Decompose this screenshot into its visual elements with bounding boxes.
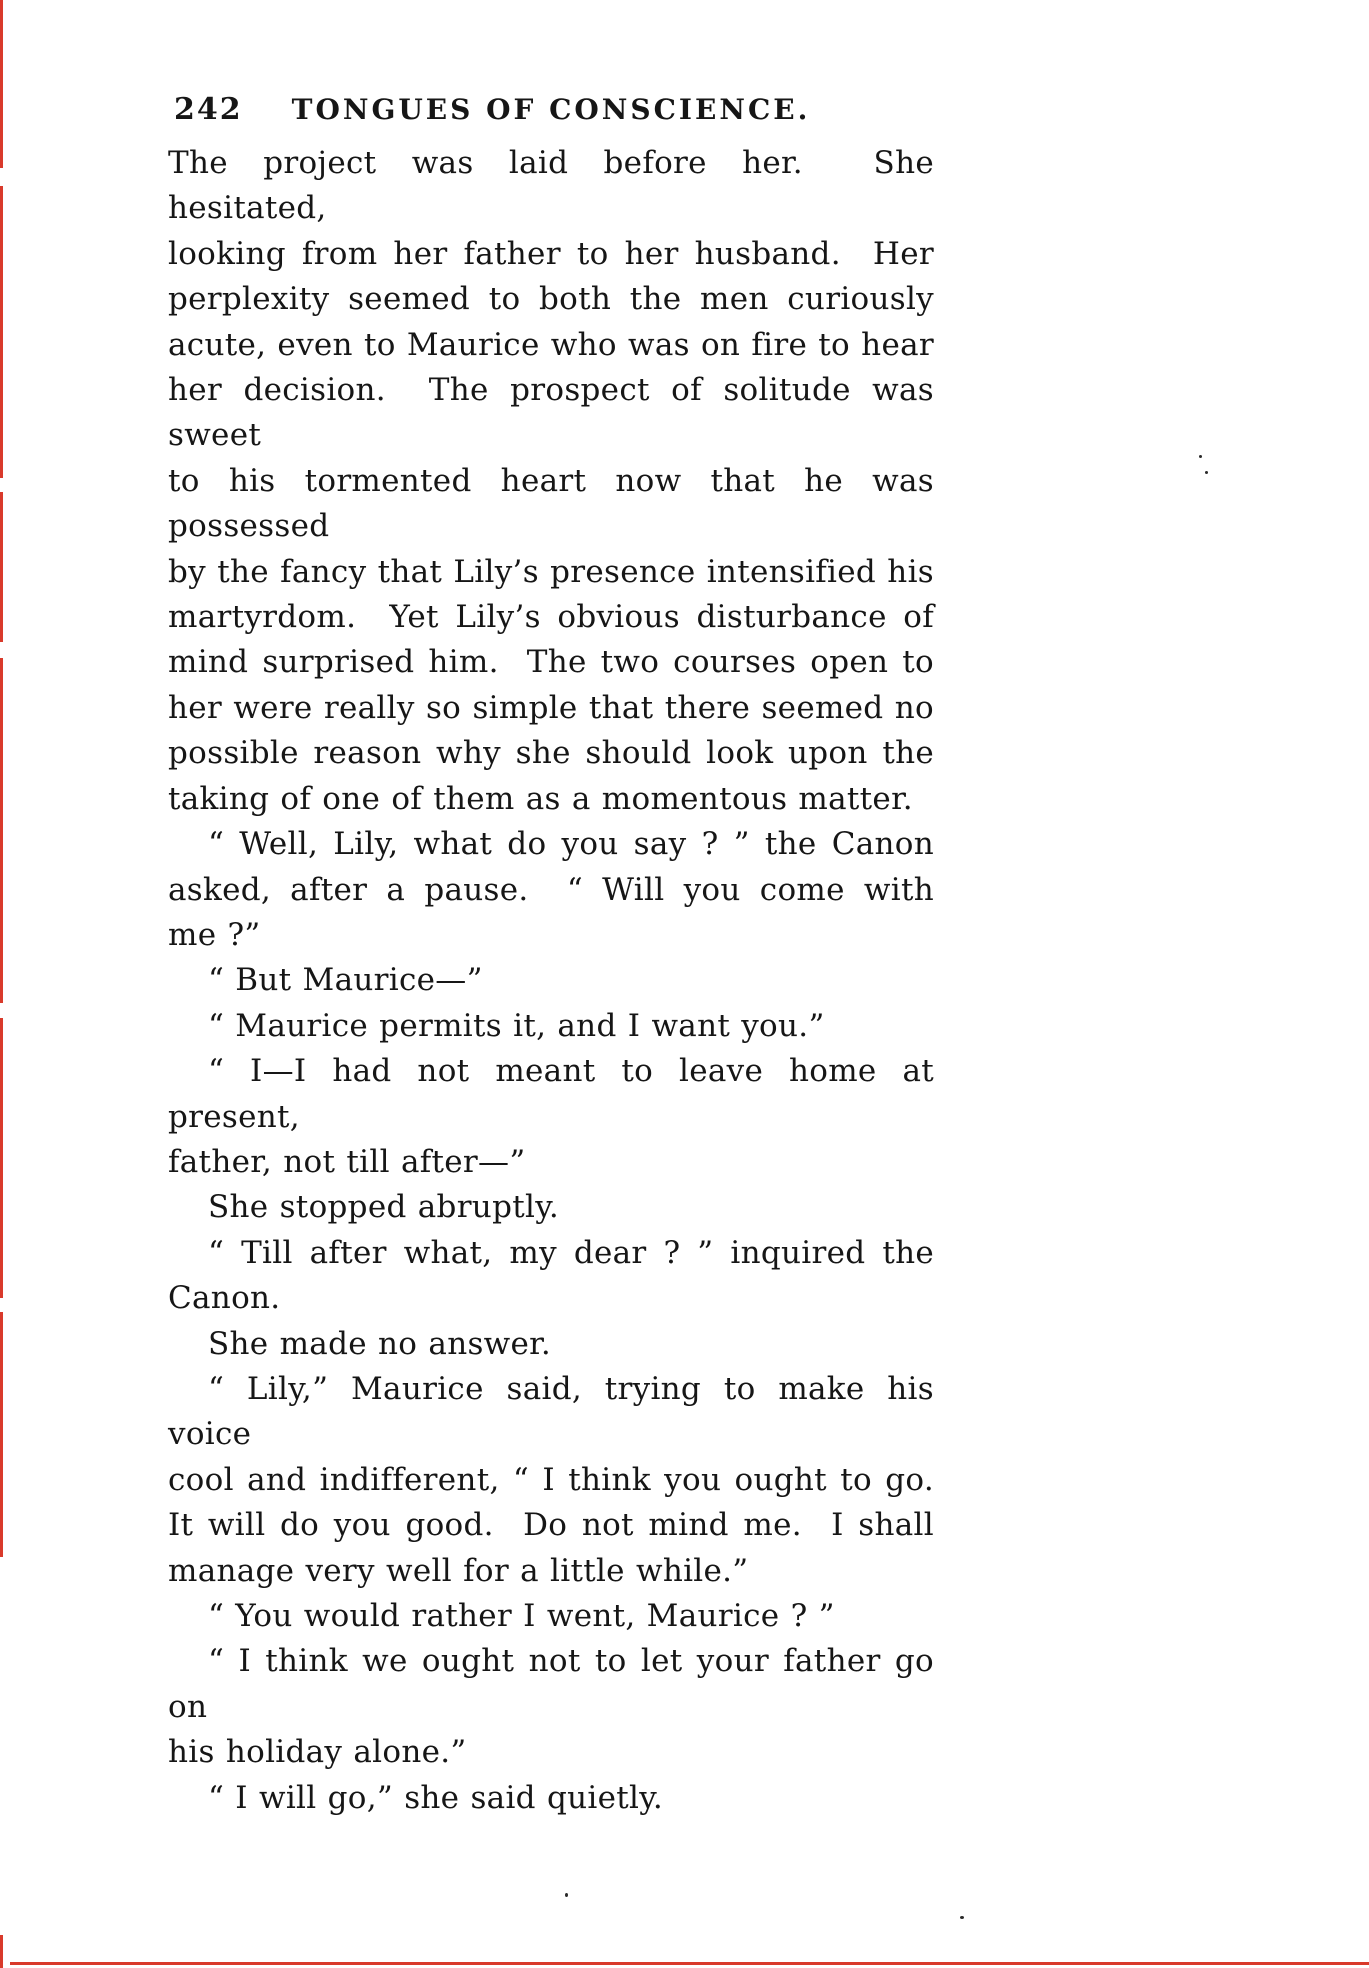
text-line: mind surprised him. The two courses open to [168, 644, 934, 681]
text-line: “ Maurice permits it, and I want you.” [208, 1007, 825, 1044]
text-line: “ But Maurice—” [208, 962, 483, 999]
paragraph [168, 822, 934, 958]
text-line: me ?” [168, 916, 261, 953]
text-line: her were really so simple that there seemed no [168, 689, 934, 726]
paragraph [168, 1049, 934, 1185]
text-line: acute, even to Maurice who was on fire to hear [168, 326, 934, 363]
text-line: father, not till after—” [168, 1143, 526, 1180]
text-line: her decision. The prospect of solitude was sweet [168, 372, 934, 454]
page-number: 242 [174, 92, 243, 127]
scan-red-edge-mark [0, 658, 3, 1003]
text-line: “ Till after what, my dear ? ” inquired the [208, 1234, 934, 1271]
text-line: cool and indifferent, “ I think you ought to go. [168, 1461, 934, 1498]
text-line: It will do you good. Do not mind me. I shall [168, 1507, 934, 1544]
text-line: “ Well, Lily, what do you say ? ” the Canon [208, 826, 934, 863]
text-line: “ Lily,” Maurice said, trying to make his voice [168, 1370, 934, 1453]
text-line: “ I—I had not meant to leave home at present, [168, 1053, 934, 1135]
text-line: possible reason why she should look upon the [168, 735, 934, 772]
scan-speck [960, 1916, 964, 1919]
scan-red-edge-mark [0, 1312, 3, 1557]
text-line: She made no answer. [208, 1325, 552, 1362]
text-line: “ You would rather I went, Maurice ? ” [208, 1598, 835, 1634]
running-header [168, 92, 934, 138]
paragraph [168, 1004, 934, 1049]
text-line: asked, after a pause. “ Will you come with [168, 871, 934, 908]
text-line: to his tormented heart now that he was possessed [168, 462, 934, 545]
paragraph [168, 1322, 934, 1367]
paragraph [168, 958, 934, 1003]
text-line: taking of one of them as a momentous matter. [168, 780, 913, 817]
scan-speck [1199, 455, 1202, 458]
paragraph [168, 1639, 934, 1775]
paragraph [168, 1367, 934, 1594]
text-line: his holiday alone.” [168, 1734, 467, 1771]
text-line: “ I will go,” she said quietly. [208, 1779, 664, 1816]
scan-red-edge-mark [0, 186, 3, 478]
running-title: TONGUES OF CONSCIENCE. [291, 93, 811, 126]
text-line: Canon. [168, 1280, 281, 1317]
scan-red-edge-mark [0, 0, 3, 168]
scan-speck [1205, 471, 1208, 474]
paragraph [168, 141, 934, 822]
text-line: by the fancy that Lily’s presence intensified his [168, 553, 934, 590]
page-text [168, 141, 934, 1821]
text-line: looking from her father to her husband. Her [168, 235, 934, 272]
text-line: manage very well for a little while.” [168, 1552, 749, 1589]
scan-speck [565, 1893, 568, 1897]
paragraph [168, 1185, 934, 1230]
scan-red-edge-mark [0, 492, 3, 642]
paragraph [168, 1594, 934, 1639]
scan-red-edge-mark [0, 1018, 3, 1298]
text-line: She stopped abruptly. [208, 1189, 560, 1226]
text-line: “ I think we ought not to let your father go on [168, 1643, 934, 1725]
text-line: perplexity seemed to both the men curiously [168, 281, 934, 318]
text-line: martyrdom. Yet Lily’s obvious disturbance of [168, 599, 934, 636]
text-line: The project was laid before her. She hesitated, [168, 145, 934, 227]
scan-red-bottom-line [10, 1962, 1369, 1965]
paragraph [168, 1231, 934, 1322]
scan-red-edge-mark [0, 1935, 3, 1968]
paragraph [168, 1776, 934, 1821]
